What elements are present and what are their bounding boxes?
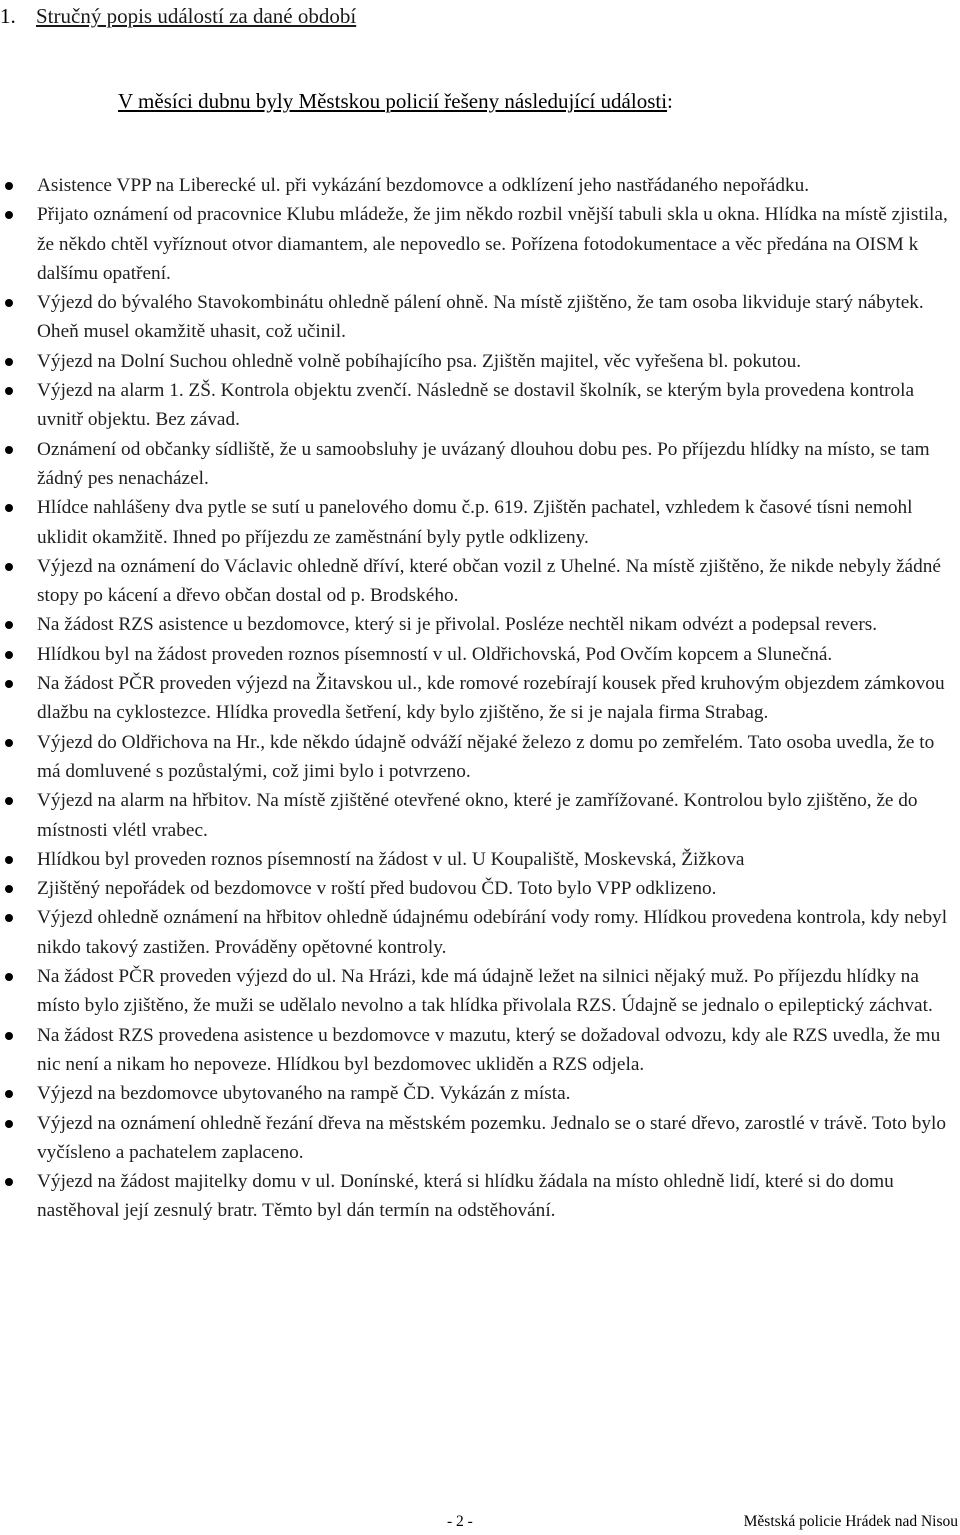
event-text: Hlídce nahlášeny dva pytle se sutí u panelového domu č.p. 619. Zjištěn pachatel, vzhledem k časové tísni nemohl uklidit okamžitě. Ihned po příjezdu ze zaměstnání byly pytle odklizeny.: [37, 497, 913, 548]
event-item: [37, 1167, 957, 1226]
event-item: [37, 786, 957, 845]
bullet-icon: [5, 739, 13, 747]
event-text: Na žádost PČR proveden výjezd na Žitavskou ul., kde romové rozebírají kousek před kruhovým objezdem zámkovou dlažbu na cyklostezce. Hlídka provedla šetření, kdy bylo zjištěno, že si je najala firma Strabag.: [37, 673, 945, 724]
bullet-icon: [5, 1120, 13, 1128]
bullet-icon: [5, 182, 13, 190]
footer-organization: Městská policie Hrádek nad Nisou: [743, 1513, 958, 1530]
bullet-icon: [5, 914, 13, 922]
event-item: [37, 1109, 957, 1168]
event-text: Výjezd na Dolní Suchou ohledně volně pobíhajícího psa. Zjištěn majitel, věc vyřešena bl. pokutou.: [37, 350, 802, 372]
section-title: Stručný popis událostí za dané období: [36, 4, 357, 28]
event-text: Oznámení od občanky sídliště, že u samoobsluhy je uvázaný dlouhou dobu pes. Po příjezdu hlídky na místo, se tam žádný pes nenacházel.: [37, 438, 930, 489]
bullet-icon: [5, 621, 13, 629]
event-text: Výjezd na oznámení do Václavic ohledně dříví, které občan vozil z Uhelné. Na místě zjištěno, že nikde nebyly žádné stopy po kácení a dřevo občan dostal od p. Brodského.: [37, 555, 941, 607]
event-item: [37, 845, 957, 874]
event-item: [37, 669, 957, 728]
event-text: Na žádost PČR proveden výjezd do ul. Na Hrázi, kde má údajně ležet na silnici nějaký muž. Po příjezdu hlídky na místo bylo zjištěno, že muži se udělalo nevolno a tak hlídka přivolala RZS. Údajně se jednalo o epileptický záchvat.: [37, 966, 933, 1017]
events-intro: [118, 87, 673, 115]
event-item: [37, 640, 957, 669]
event-text: Asistence VPP na Liberecké ul. při vykázání bezdomovce a odklízení jeho nastřádaného nepořádku.: [37, 175, 810, 196]
bullet-icon: [5, 1032, 13, 1040]
event-item: [37, 1079, 957, 1108]
event-text: Výjezd ohledně oznámení na hřbitov ohledně údajnému odebírání vody romy. Hlídkou provedena kontrola, kdy nebyl nikdo takový zastižen. Prováděny opětovné kontroly.: [37, 907, 948, 958]
section-number: 1.: [0, 4, 16, 28]
event-item: [37, 903, 957, 962]
event-text: Zjištěný nepořádek od bezdomovce v roští před budovou ČD. Toto bylo VPP odklizeno.: [37, 878, 717, 900]
event-item: [37, 376, 957, 435]
bullet-icon: [5, 1178, 13, 1186]
event-text: Hlídkou byl na žádost proveden roznos písemností v ul. Oldřichovská, Pod Ovčím kopcem a Slunečná.: [37, 643, 833, 665]
event-text: Přijato oznámení od pracovnice Klubu mládeže, že jim někdo rozbil vnější tabuli skla u okna. Hlídka na místě zjistila, že někdo chtěl vyříznout otvor diamantem, ale nepovedlo se. Pořízena fotodokumentace a věc předána na OISM k dalšímu opatření.: [37, 204, 948, 284]
event-item: [37, 288, 957, 347]
events-intro-text: V měsíci dubnu byly Městskou policií řešeny následující události: [118, 89, 668, 113]
event-item: [37, 874, 957, 903]
bullet-icon: [5, 446, 13, 454]
bullet-icon: [5, 856, 13, 864]
event-item: [37, 610, 957, 639]
event-item: [37, 493, 957, 552]
bullet-icon: [5, 358, 13, 366]
event-text: Na žádost RZS asistence u bezdomovce, který si je přivolal. Posléze nechtěl nikam odvézt a podepsal revers.: [37, 614, 878, 636]
bullet-icon: [5, 797, 13, 805]
events-intro-colon: :: [667, 89, 673, 113]
bullet-icon: [5, 211, 13, 219]
bullet-icon: [5, 1090, 13, 1098]
bullet-icon: [5, 973, 13, 981]
event-text: Výjezd na alarm 1. ZŠ. Kontrola objektu zvenčí. Následně se dostavil školník, se kterým byla provedena kontrola uvnitř objektu. Bez závad.: [37, 380, 915, 431]
event-text: Výjezd na bezdomovce ubytovaného na rampě ČD. Vykázán z místa.: [37, 1083, 571, 1105]
event-text: Výjezd na oznámení ohledně řezání dřeva na městském pozemku. Jednalo se o staré dřevo, zarostlé v trávě. Toto bylo vyčísleno a pachatelem zaplaceno.: [37, 1112, 947, 1163]
event-item: [37, 1021, 957, 1080]
event-item: [37, 347, 957, 376]
event-text: Výjezd na alarm na hřbitov. Na místě zjištěné otevřené okno, které je zamřížované. Kontrolou bylo zjištěno, že do místnosti vlétl vrabec.: [37, 790, 918, 841]
bullet-icon: [5, 504, 13, 512]
event-list: [37, 171, 957, 1226]
bullet-icon: [5, 563, 13, 571]
event-item: [37, 552, 957, 611]
bullet-icon: [5, 299, 13, 307]
event-text: Výjezd do Oldřichova na Hr., kde někdo údajně odváží nějaké železo z domu po zemřelém. Tato osoba uvedla, že to má domluvené s pozůstalými, což jimi bylo i potvrzeno.: [37, 731, 935, 782]
event-text: Hlídkou byl proveden roznos písemností na žádost v ul. U Koupaliště, Moskevská, Žižkova: [37, 848, 745, 870]
page-number: - 2 -: [447, 1513, 473, 1530]
event-text: Výjezd na žádost majitelky domu v ul. Donínské, která si hlídku žádala na místo ohledně lidí, které si do domu nastěhoval její zesnulý bratr. Těmto byl dán termín na odstěhování.: [37, 1171, 894, 1222]
section-heading: [0, 2, 356, 30]
event-item: [37, 435, 957, 494]
event-text: Na žádost RZS provedena asistence u bezdomovce v mazutu, který se dožadoval odvozu, kdy ale RZS uvedla, že mu nic není a nikam ho nepoveze. Hlídkou byl bezdomovec ukliděn a RZS odjela.: [37, 1024, 941, 1075]
event-item: [37, 200, 957, 288]
bullet-icon: [5, 387, 13, 395]
bullet-icon: [5, 885, 13, 893]
bullet-icon: [5, 680, 13, 688]
bullet-icon: [5, 651, 13, 659]
event-item: [37, 728, 957, 787]
event-item: [37, 171, 957, 200]
event-text: Výjezd do bývalého Stavokombinátu ohledně pálení ohně. Na místě zjištěno, že tam osoba likviduje starý nábytek. Oheň musel okamžitě uhasit, což učinil.: [37, 292, 924, 343]
event-item: [37, 962, 957, 1021]
